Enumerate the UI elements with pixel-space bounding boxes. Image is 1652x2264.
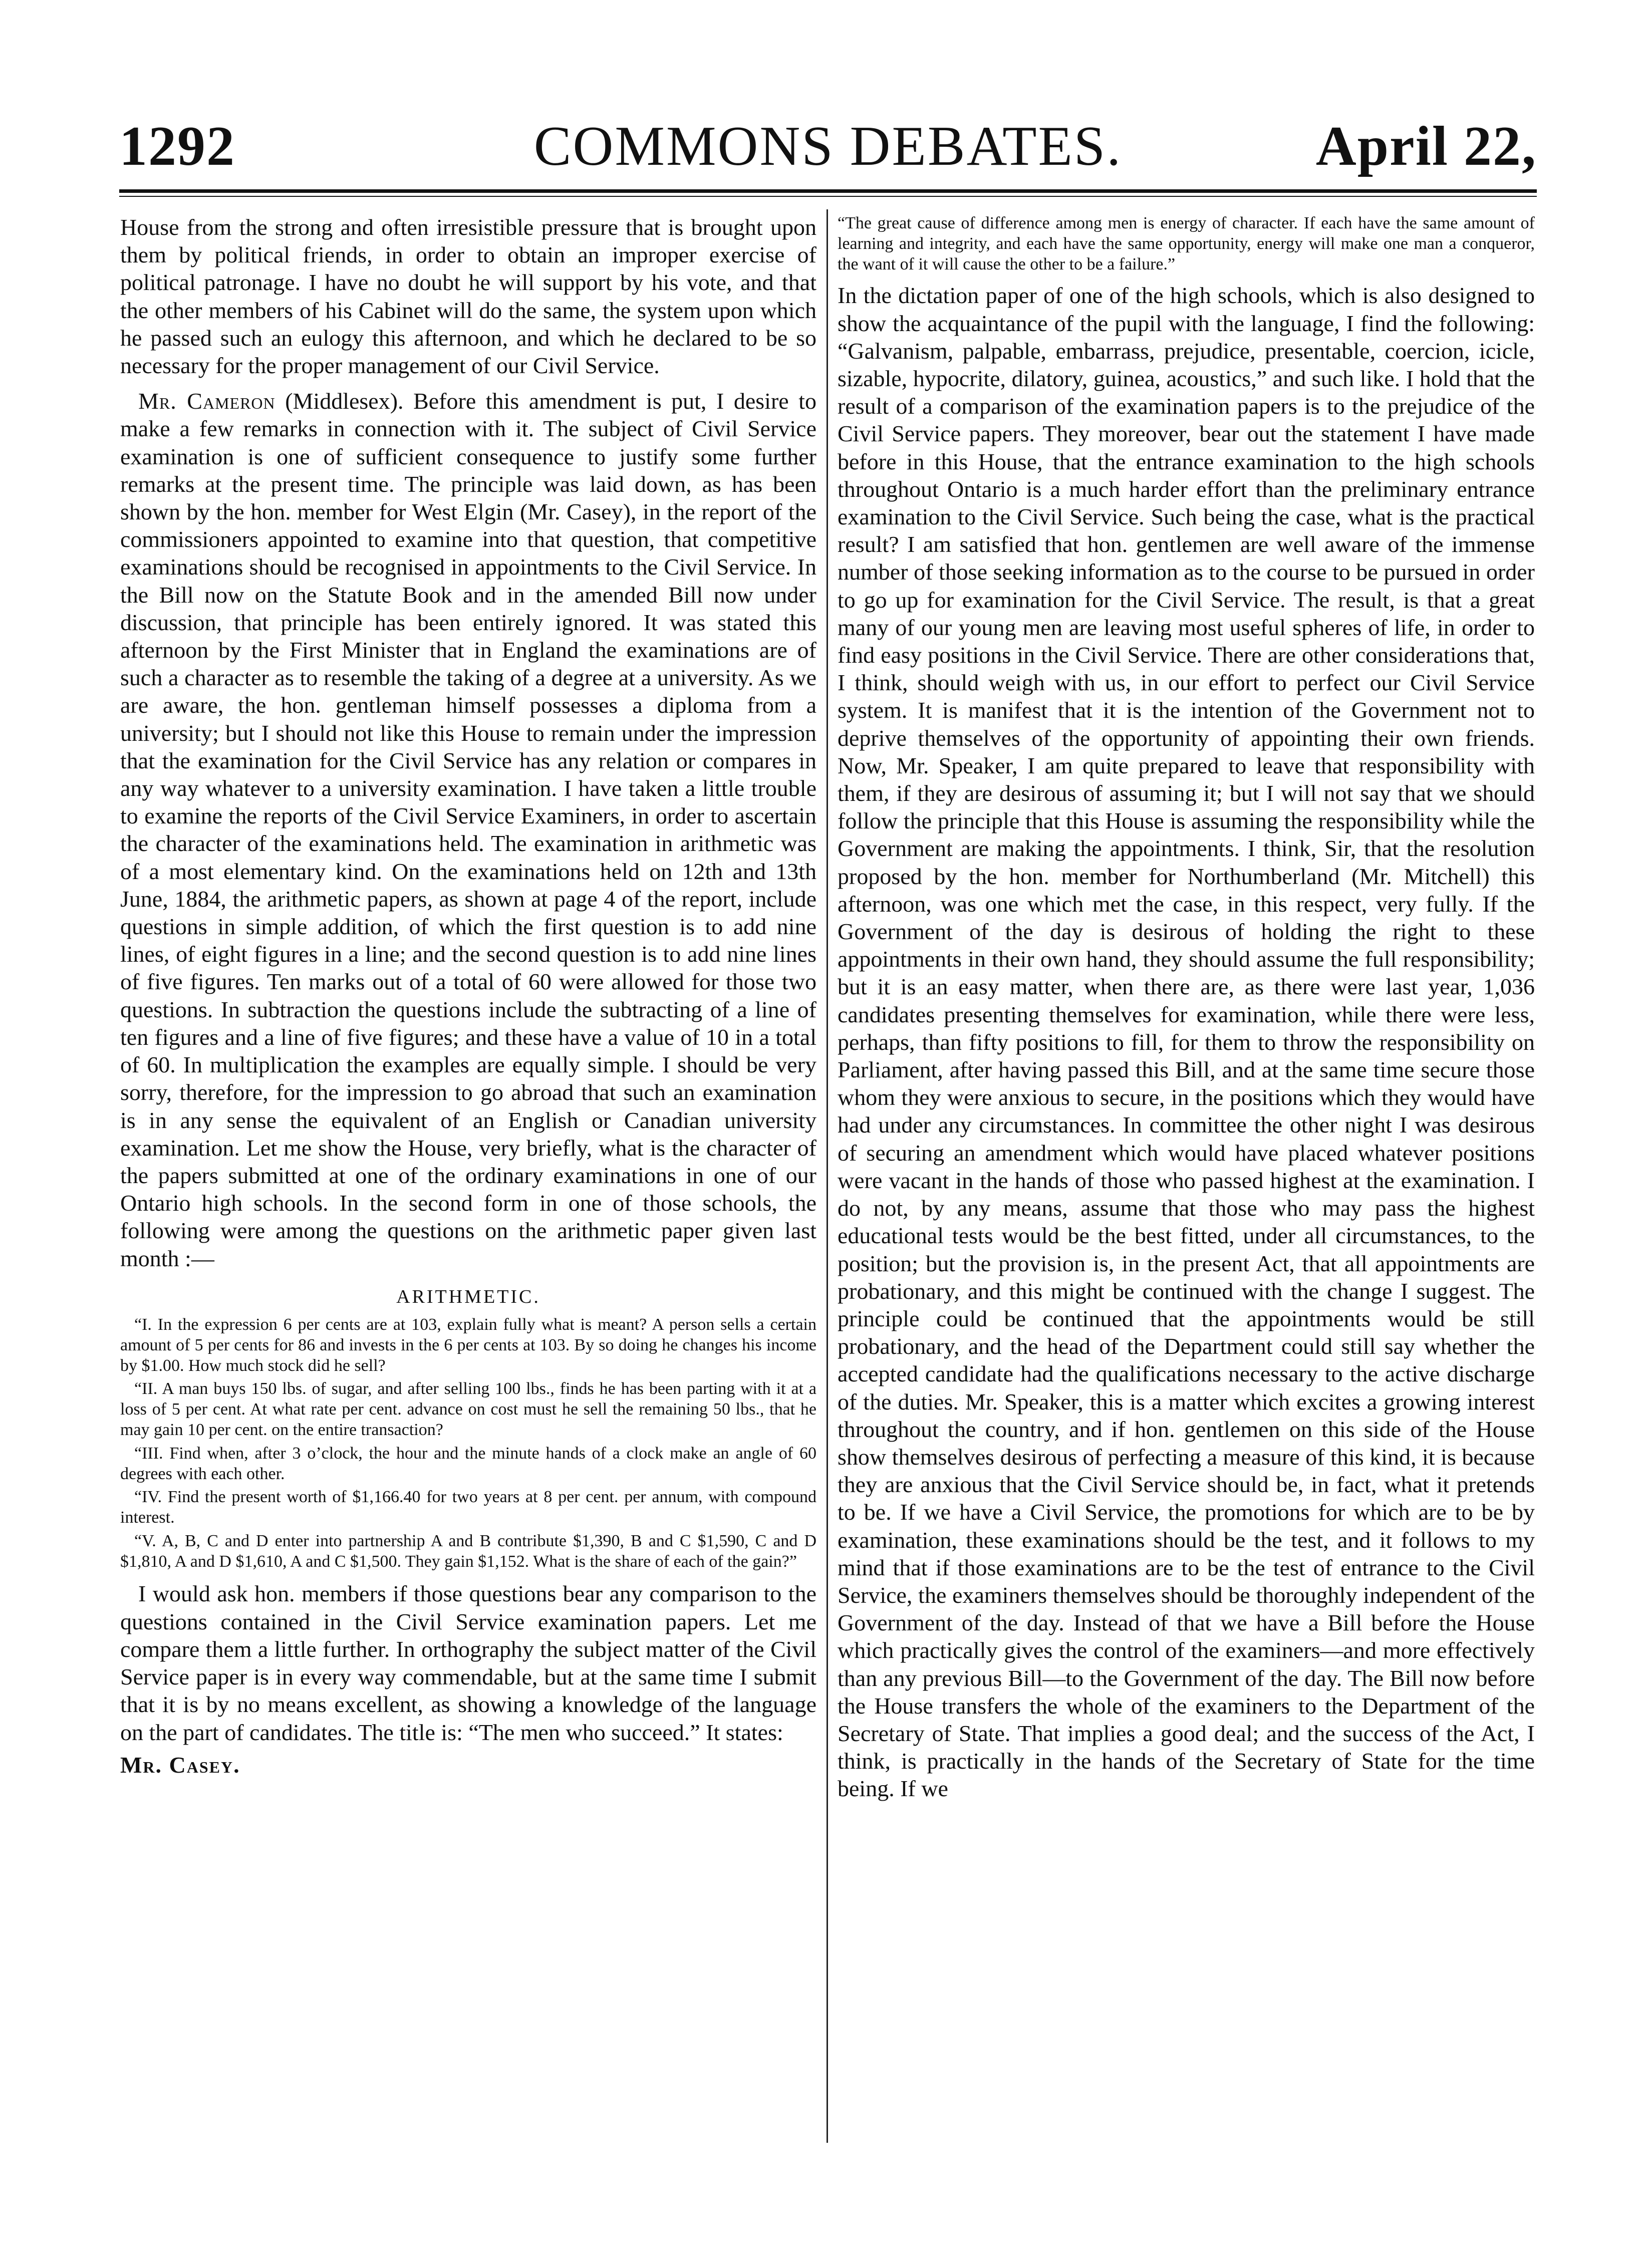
exam-question: “V. A, B, C and D enter into partnership A and B contribute $1,390, B and C $1,590, C and D $1,810, A and D $1,610, A and C $1,500. They gain $1,152. What is the share of each of the gain?” <box>120 1531 816 1571</box>
exam-question: “III. Find when, after 3 o’clock, the hour and the minute hands of a clock make an angle of 60 degrees with each other. <box>120 1444 816 1483</box>
arithmetic-heading: ARITHMETIC. <box>396 1286 540 1307</box>
paragraph <box>120 387 816 1272</box>
publication-title: COMMONS DEBATES. <box>533 115 1123 177</box>
page-date: April 22, <box>1315 115 1537 177</box>
block-quote: “The great cause of difference among men is energy of character. If each have the same amount of learning and integrity, and each have the same opportunity, energy will make one man a conqueror, the want of it will cause the other to be a failure.” <box>838 214 1535 273</box>
paragraph: I would ask hon. members if those questions bear any comparison to the questions contained in the Civil Service examination papers. Let me compare them a little further. In orthography the subject matter of the Civil Service paper is in every way commendable, but at the same time I submit that it is by no means excellent, as showing a knowledge of the language on the part of candidates. The title is: “The men who succeed.” It states: <box>120 1581 816 1745</box>
exam-question: “I. In the expression 6 per cents are at 103, explain fully what is meant? A person sells a certain amount of 5 per cents for 86 and invests in the 6 per cents at 103. By so doing he changes his income by $1.00. How much stock did he sell? <box>120 1315 816 1375</box>
column-divider <box>827 209 828 2143</box>
catchword: Mr. Casey. <box>120 1752 240 1778</box>
paragraph: In the dictation paper of one of the high schools, which is also designed to show the acquaintance of the pupil with the language, I find the following: “Galvanism, palpable, embarrass, prejudice, presentable, coercion, icicle, sizable, hypocrite, dilatory, guinea, acoustics,” and such like. I hold that the result of a comparison of the examination papers is to the prejudice of the Civil Service papers. They moreover, bear out the statement I have made before in this House, that the entrance examination to the high schools throughout Ontario is a much harder effort than the preliminary entrance examination to the Civil Service. Such being the case, what is the practical result? I am satisfied that hon. gentlemen are well aware of the immense number of those seeking information as to the course to be pursued in order to go up for examination for the Civil Service. The result, is that a great many of our young men are leaving most useful spheres of life, in order to find easy positions in the Civil Service. There are other considerations that, I think, should weigh with us, in our effort to perfect our Civil Service system. It is manifest that it is the intention of the Government not to deprive themselves of the opportunity of appointing their own friends. Now, Mr. Speaker, I am quite prepared to leave that responsibility with them, if they are desirous of assuming it; but I will not say that we should follow the principle that this House is assuming the responsibility while the Government are making the appointments. I think, Sir, that the resolution proposed by the hon. member for Northumberland (Mr. Mitchell) this afternoon, was one which met the case, in this respect, very fully. If the Government of the day is desirous of holding the right to these appointments in their own hand, they should assume the full responsibility; but it is an easy matter, when there are, as there were last year, 1,036 candidates presenting themselves for examination, while there were less, perhaps, than fifty positions to fill, for them to throw the responsibility on Parliament, after having passed this Bill, and at the same time secure those whom they were anxious to secure, in the positions which they would have had under any circumstances. In committee the other night I was desirous of securing an amendment which would have placed whatever positions were vacant in the hands of those who passed highest at the examination. I do not, by any means, assume that those who may pass the highest educational tests would be the best fitted, under all circumstances, to the position; but the provision is, in the present Act, that all appointments are probationary, and this might be continued with the change I suggest. The principle could be continued that the appointments would be still probationary, and the head of the Department could still say whether the accepted candidate had the qualifications necessary to the active discharge of the duties. Mr. Speaker, this is a matter which excites a growing interest throughout the country, and if hon. gentlemen on this side of the House show themselves desirous of perfecting a measure of this kind, it is because they are anxious that the Civil Service should be, in fact, what it pretends to be. If we have a Civil Service, the promotions for which are to be by examination, these examinations should be the test, and it follows to my mind that if those examinations are to be the test of entrance to the Civil Service, the examiners themselves should be thoroughly independent of the Government of the day. Instead of that we have a Bill before the House which practically gives the control of the examiners—and more effectively than any previous Bill—to the Government of the day. The Bill now before the House transfers the whole of the examiners to the Department of the Secretary of State. That implies a good deal; and the success of the Act, I think, is practically in the hands of the Secretary of State for the time being. If we <box>838 282 1535 1802</box>
exam-question: “IV. Find the present worth of $1,166.40 for two years at 8 per cent. per annum, with compound interest. <box>120 1488 816 1527</box>
header-rule <box>119 189 1537 197</box>
left-column <box>120 213 816 1779</box>
paragraph: House from the strong and often irresistible pressure that is brought upon them by political friends, in order to obtain an improper exercise of political patronage. I have no doubt he will support by his vote, and that the other members of his Cabinet will do the same, the system upon which he passed such an eulogy this afternoon, and which he declared to be so necessary for the proper management of our Civil Service. <box>120 214 816 379</box>
speaker-name: Mr. Cameron <box>138 388 276 414</box>
page-number: 1292 <box>119 115 235 177</box>
page-header <box>119 114 1537 184</box>
speech-text: (Middlesex). Before this amendment is put, I desire to make a few remarks in connection with it. The subject of Civil Service examination is one of sufficient consequence to justify some further remarks at the present time. The principle was laid down, as has been shown by the hon. member for West Elgin (Mr. Casey), in the report of the commissioners appointed to examine into that question, that competitive examinations should be recognised in appointments to the Civil Service. In the Bill now on the Statute Book and in the amended Bill now under discussion, that principle has been entirely ignored. It was stated this afternoon by the First Minister that in England the examinations are of such a character as to resemble the taking of a degree at a university. As we are aware, the hon. gentleman himself possesses a diploma from a university; but I should not like this House to remain under the impression that the examination for the Civil Service has any relation or compares in any way whatever to a university examination. I have taken a little trouble to examine the reports of the Civil Service Examiners, in order to ascertain the character of the examinations held. The examination in arithmetic was of a most elementary kind. On the examinations held on 12th and 13th June, 1884, the arithmetic papers, as shown at page 4 of the report, include questions in simple addition, of which the first question is to add nine lines, of eight figures in a line; and the second question is to add nine lines of five figures. Ten marks out of a total of 60 were allowed for those two questions. In subtraction the questions include the subtracting of a line of ten figures and a line of five figures; and these have a value of 10 in a total of 60. In multiplication the examples are equally simple. I should be very sorry, therefore, for the impression to go abroad that such an examination is in any sense the equivalent of an English or Canadian university examination. Let me show the House, very briefly, what is the character of the papers submitted at one of the ordinary examinations in one of our Ontario high schools. In the second form in one of those schools, the following were among the questions on the arithmetic paper given last month :— <box>120 388 817 1271</box>
right-column <box>838 213 1535 1803</box>
exam-question: “II. A man buys 150 lbs. of sugar, and after selling 100 lbs., finds he has been parting with it at a loss of 5 per cent. At what rate per cent. advance on cost must he sell the remaining 50 lbs., that he may gain 10 per cent. on the entire transaction? <box>120 1379 816 1439</box>
